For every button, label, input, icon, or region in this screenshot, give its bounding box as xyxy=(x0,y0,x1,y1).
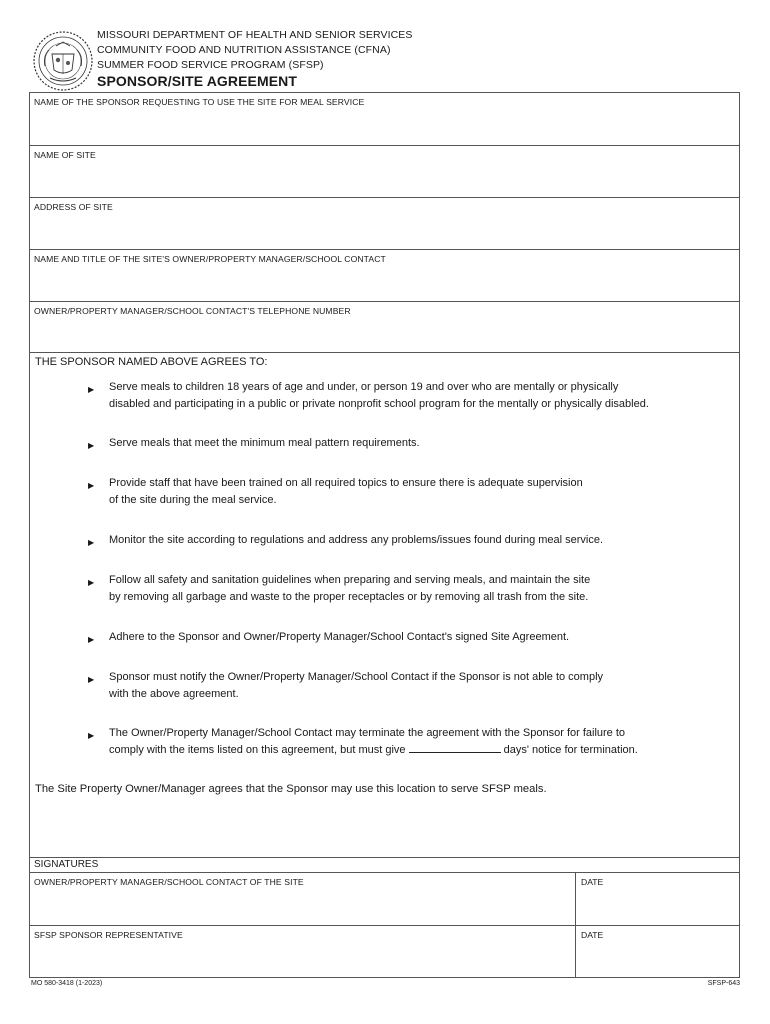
form-code: SFSP-643 xyxy=(707,980,740,987)
signatures-heading: SIGNATURES xyxy=(30,857,739,873)
contact-phone-field[interactable] xyxy=(30,302,739,353)
division-name: COMMUNITY FOOD AND NUTRITION ASSISTANCE (CFNA) xyxy=(97,44,391,56)
sponsor-signature-row xyxy=(30,926,739,978)
site-address-field[interactable] xyxy=(30,198,739,250)
sponsor-name-field[interactable] xyxy=(30,93,739,146)
sponsor-name-label: NAME OF THE SPONSOR REQUESTING TO USE THE SITE FOR MEAL SERVICE xyxy=(34,97,365,107)
agreement-intro: THE SPONSOR NAMED ABOVE AGREES TO: xyxy=(35,356,268,368)
triangle-bullet-icon: ▶ xyxy=(88,731,95,740)
form-header xyxy=(30,26,750,92)
sponsor-signature-field[interactable]: SFSP SPONSOR REPRESENTATIVE xyxy=(34,930,183,940)
owner-consent-statement: The Site Property Owner/Manager agrees that the Sponsor may use this location to serve SFSP meals. xyxy=(35,783,547,795)
site-name-field[interactable] xyxy=(30,146,739,198)
triangle-bullet-icon: ▶ xyxy=(88,441,95,450)
missouri-state-seal-icon xyxy=(32,30,94,92)
sponsor-date-field[interactable]: DATE xyxy=(581,930,604,940)
site-address-label: ADDRESS OF SITE xyxy=(34,202,113,212)
contact-phone-label: OWNER/PROPERTY MANAGER/SCHOOL CONTACT'S TELEPHONE NUMBER xyxy=(34,306,351,316)
agreement-form: NAME OF THE SPONSOR REQUESTING TO USE THE SITE FOR MEAL SERVICE NAME OF SITE ADDRESS OF SITE NAME AND TITLE OF THE SITE'S OWNER/PROPERTY MANAGER/SCHOOL CONTACT OWNER/PROPERTY MANAGER/SCHOOL CONTACT'S TELEPHONE NUMBER THE SPONSOR NAMED ABOVE AGREES TO: ▶ Serve meals to children 18 years of age and under, or person 19 and over who are mentally or physically disabled and participating in a public or private nonprofit school program for the mentally or physically disabled. ▶ Serve meals that meet the minimum meal pattern requirements. ▶ Provide staff that have been trained on all required topics to ensure there is adequate supervision of the site during the meal service. ▶ Monitor the site according to regulations and address any problems/issues found during meal service. ▶ Follow all safety and sanitation guidelines when preparing and serving meals, and maintain the site by removing all garbage and waste to the proper receptacles or by removing all trash from the site. ▶ Adhere to the Sponsor and Owner/Property Manager/School Contact's signed Site Agreement. ▶ Sponsor must notify the Owner/Property Manager/School Contact if the Sponsor is not able to comply with the above agreement. ▶ The Owner/Property Manager/School Contact may terminate the agreement with the Sponsor for failure to comply with the items listed on this agreement, but must give days' notice for termination. The Site Property Owner/Manager agrees that the Sponsor may use this location to serve SFSP meals. SIGNATURES OWNER/PROPERTY MANAGER/SCHOOL CONTACT OF THE SITE DATE SFSP SPONSOR REPRESENTATIVE DATE xyxy=(29,92,740,978)
triangle-bullet-icon: ▶ xyxy=(88,481,95,490)
form-number: MO 580-3418 (1-2023) xyxy=(31,980,103,987)
triangle-bullet-icon: ▶ xyxy=(88,538,95,547)
owner-signature-row xyxy=(30,873,739,926)
triangle-bullet-icon: ▶ xyxy=(88,385,95,394)
triangle-bullet-icon: ▶ xyxy=(88,578,95,587)
program-name: SUMMER FOOD SERVICE PROGRAM (SFSP) xyxy=(97,59,324,71)
department-name: MISSOURI DEPARTMENT OF HEALTH AND SENIOR SERVICES xyxy=(97,29,413,41)
triangle-bullet-icon: ▶ xyxy=(88,675,95,684)
triangle-bullet-icon: ▶ xyxy=(88,635,95,644)
owner-signature-field[interactable]: OWNER/PROPERTY MANAGER/SCHOOL CONTACT OF THE SITE xyxy=(34,877,304,887)
page-title: SPONSOR/SITE AGREEMENT xyxy=(97,73,298,89)
contact-name-title-field[interactable] xyxy=(30,250,739,302)
contact-name-title-label: NAME AND TITLE OF THE SITE'S OWNER/PROPERTY MANAGER/SCHOOL CONTACT xyxy=(34,254,386,264)
site-name-label: NAME OF SITE xyxy=(34,150,96,160)
owner-date-field[interactable]: DATE xyxy=(581,877,604,887)
notice-days-blank[interactable] xyxy=(409,742,501,753)
